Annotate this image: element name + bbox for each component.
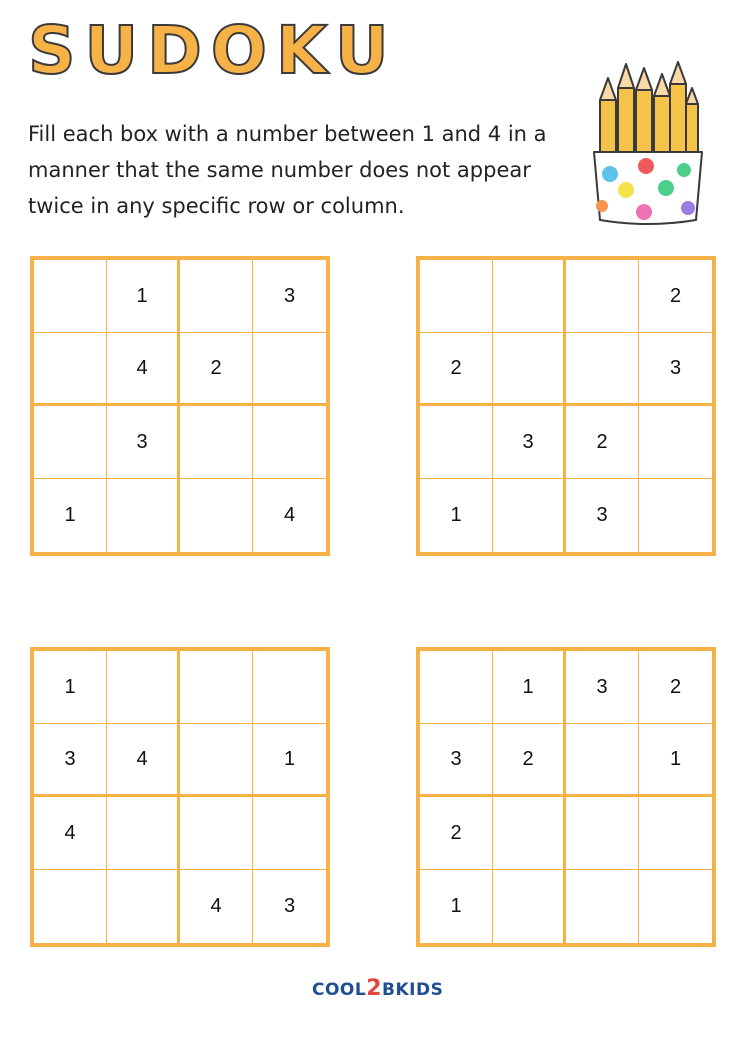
sudoku-cell [107, 797, 180, 870]
site-logo [312, 978, 443, 1000]
sudoku-cell [34, 260, 107, 333]
logo-text-part: BKIDS [382, 980, 444, 1000]
sudoku-cell: 3 [639, 333, 712, 406]
sudoku-cell: 3 [566, 651, 639, 724]
sudoku-puzzle-2 [416, 256, 716, 556]
sudoku-cell [420, 260, 493, 333]
sudoku-cell [493, 479, 566, 552]
sudoku-cell: 1 [493, 651, 566, 724]
sudoku-cell: 3 [253, 260, 326, 333]
sudoku-cell [180, 797, 253, 870]
sudoku-cell: 1 [107, 260, 180, 333]
sudoku-cell [107, 651, 180, 724]
sudoku-cell [639, 406, 712, 479]
sudoku-cell [253, 797, 326, 870]
sudoku-cell [253, 333, 326, 406]
sudoku-cell: 3 [566, 479, 639, 552]
sudoku-cell: 3 [107, 406, 180, 479]
sudoku-cell: 1 [34, 651, 107, 724]
sudoku-cell [253, 406, 326, 479]
sudoku-cell [420, 406, 493, 479]
sudoku-cell [34, 870, 107, 943]
sudoku-cell: 2 [420, 333, 493, 406]
sudoku-puzzle-3 [30, 647, 330, 947]
sudoku-cell [253, 651, 326, 724]
sudoku-cell: 4 [283, 504, 296, 526]
logo-text-part: 2 [366, 976, 383, 1001]
sudoku-cell [639, 870, 712, 943]
sudoku-cell: 3 [420, 724, 493, 797]
sudoku-cell: 2 [493, 724, 566, 797]
page-title: SUDOKU [28, 12, 398, 89]
sudoku-cell [180, 724, 253, 797]
sudoku-cell: 1 [420, 870, 493, 943]
sudoku-cell: 4 [34, 797, 107, 870]
sudoku-cell: 1 [34, 479, 107, 552]
sudoku-cell [493, 797, 566, 870]
sudoku-cell [34, 333, 107, 406]
pencil-cup-icon [588, 60, 708, 228]
sudoku-cell [34, 406, 107, 479]
sudoku-cell [493, 870, 566, 943]
sudoku-cell [566, 333, 639, 406]
sudoku-cell [566, 797, 639, 870]
sudoku-cell: 3 [283, 895, 296, 917]
sudoku-cell: 1 [253, 724, 326, 797]
sudoku-puzzle-1 [30, 256, 330, 556]
sudoku-cell [107, 870, 180, 943]
sudoku-cell: 4 [107, 333, 180, 406]
sudoku-cell: 2 [639, 651, 712, 724]
sudoku-cell [493, 333, 566, 406]
sudoku-cell: 3 [34, 724, 107, 797]
logo-text-part: COOL [312, 980, 367, 1000]
sudoku-cell: 2 [180, 333, 253, 406]
sudoku-cell: 1 [639, 724, 712, 797]
sudoku-cell: 4 [180, 870, 253, 943]
sudoku-cell [639, 797, 712, 870]
sudoku-cell: 4 [107, 724, 180, 797]
sudoku-cell [180, 651, 253, 724]
sudoku-cell [180, 479, 253, 552]
sudoku-cell [420, 651, 493, 724]
sudoku-puzzle-4 [416, 647, 716, 947]
sudoku-cell [639, 479, 712, 552]
sudoku-cell: 3 [493, 406, 566, 479]
sudoku-cell [566, 724, 639, 797]
sudoku-cell [566, 260, 639, 333]
sudoku-cell: 2 [420, 797, 493, 870]
sudoku-cell [107, 479, 180, 552]
sudoku-cell [493, 260, 566, 333]
sudoku-cell: 1 [420, 479, 493, 552]
sudoku-cell [180, 406, 253, 479]
sudoku-cell [180, 260, 253, 333]
sudoku-cell: 2 [639, 260, 712, 333]
sudoku-cell [566, 870, 639, 943]
instructions-text: Fill each box with a number between 1 and 4 in a manner that the same number does not appear twice in any specific row or column. [28, 122, 547, 218]
sudoku-cell: 2 [566, 406, 639, 479]
